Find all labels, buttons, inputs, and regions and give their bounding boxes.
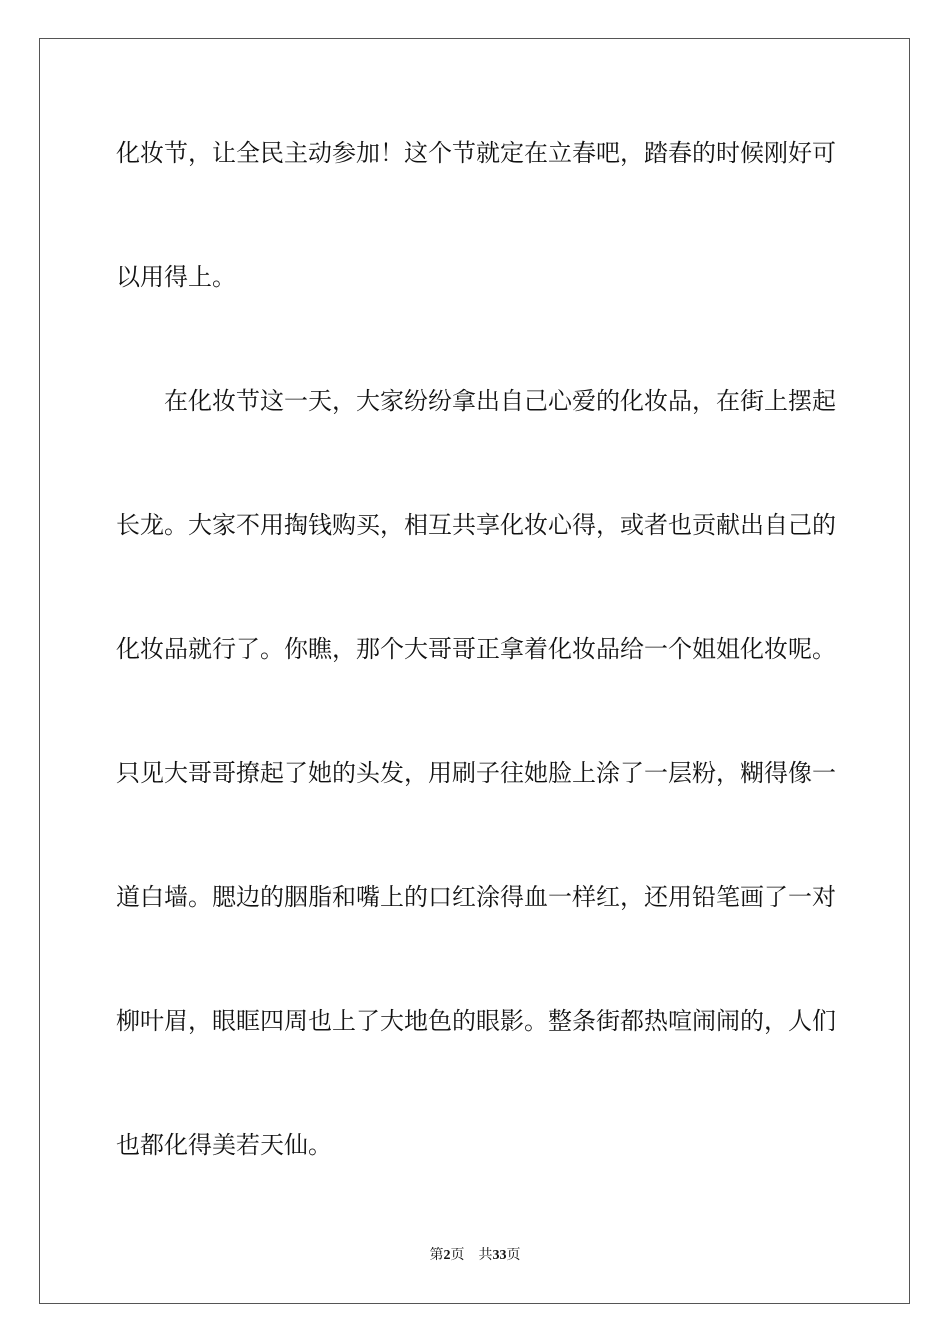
body-line-5: 化妆品就行了。你瞧，那个大哥哥正拿着化妆品给一个姐姐化妆呢。 — [116, 635, 836, 663]
page-border — [39, 38, 910, 1304]
body-line-8: 柳叶眉，眼眶四周也上了大地色的眼影。整条街都热喧闹闹的，人们 — [116, 1007, 836, 1035]
page-suffix: 页 — [450, 1248, 465, 1263]
page-prefix: 第 — [429, 1248, 444, 1263]
body-line-3: 在化妆节这一天，大家纷纷拿出自己心爱的化妆品，在街上摆起 — [164, 387, 836, 415]
body-line-6: 只见大哥哥撩起了她的头发，用刷子往她脸上涂了一层粉，糊得像一 — [116, 759, 836, 787]
body-line-9: 也都化得美若天仙。 — [116, 1131, 332, 1159]
body-line-4: 长龙。大家不用掏钱购买，相互共享化妆心得，或者也贡献出自己的 — [116, 511, 836, 539]
page-footer — [0, 1247, 950, 1265]
page-number: 2 — [443, 1248, 451, 1263]
body-line-1: 化妆节，让全民主动参加！这个节就定在立春吧，踏春的时候刚好可 — [116, 139, 836, 167]
body-line-7: 道白墙。腮边的胭脂和嘴上的口红涂得血一样红，还用铅笔画了一对 — [116, 883, 836, 911]
total-prefix: 共 — [478, 1248, 493, 1263]
total-suffix: 页 — [506, 1248, 521, 1263]
total-pages: 33 — [492, 1248, 507, 1263]
body-line-2: 以用得上。 — [116, 263, 236, 291]
